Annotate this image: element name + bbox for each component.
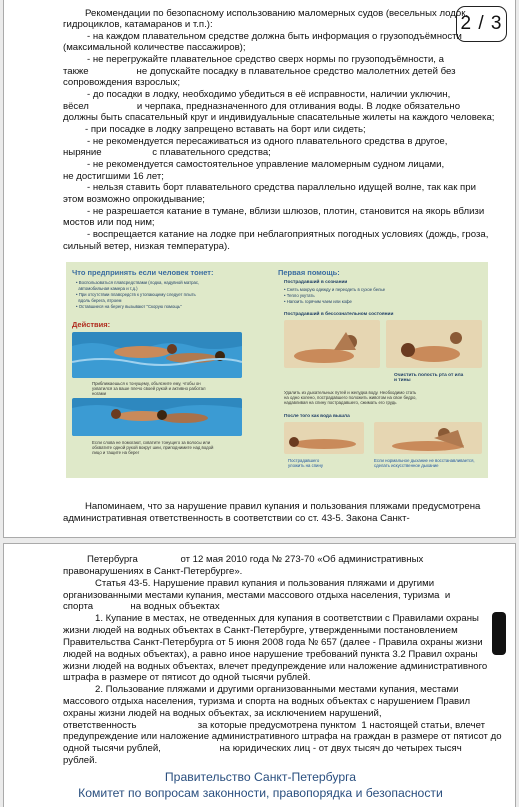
text-line: - не рекомендуется самостоятельное управление маломерным судном лицами, [87,159,445,170]
bullet-item: вдоль берега, втроем [76,298,122,303]
text-line: Напоминаем, что за нарушение правил купания и пользования пляжами предусмотрена [85,501,481,512]
unconscious-header: Пострадавший в бессознательном состоянии [284,312,394,317]
lying-patient-image [284,422,364,454]
after-water-header: После того как вода вышла [284,414,350,419]
text-line: - не перегружайте плавательное средство сверх нормы по грузоподъёмности, а [87,54,444,65]
bullet-item: • Снять мокрую одежду и переодеть в сухое белье [284,287,386,292]
text-line: сильный ветер, низкая температура). [63,241,230,252]
right-caption-4: Если нормальное дыхание не восстанавливается, сделать искусственное дыхание [374,458,475,468]
text-line: Правительства Санкт-Петербурга от 5 июня 2008 года № 657 (далее - Правила охраны жизни [63,637,483,648]
text-line: 2. Пользование пляжами и другими организованными местами купания, местами [95,684,459,695]
bullet-item: автомобильная камера и т.д.) [76,286,138,291]
kneeling-rescuer-image [284,320,380,368]
text-line: гидроциклов, катамаранов и т.п.): [63,19,213,30]
text-line: мостов или под ним; [63,217,155,228]
text-line: (максимальной количестве пассажиров); [63,42,246,53]
text-line: ответственность за которые предусмотрена пунктом 1 настоящей статьи, влечет [63,720,485,731]
left-caption-2: Если слова не помогают, схватите тонущего за волосы или обхватите одной рукой вокруг шеи, приподнимите над водой лицо и тащите на берег [92,440,214,455]
text-line: правонарушениях в Санкт-Петербурге». [63,566,243,577]
swimmers-image [72,332,242,378]
clear-mouth-image [386,320,482,368]
text-line: - нельзя ставить борт плавательного средства параллельно идущей волне, так как при [87,182,476,193]
footer-committee: Комитет по вопросам законности, правопорядка и безопасности [78,786,443,800]
text-line: Рекомендации по безопасному использованию маломерных судов (весельных лодок, [85,8,469,19]
bullet-item: • Напоить горячим чаем или кофе [284,299,352,304]
actions-label: Действия: [72,320,111,329]
text-line: административная ответственность в соответствии со ст. 43-5. Закона Санкт- [63,513,410,524]
text-line: Петербурга от 12 мая 2010 года № 273-70 «Об административных [87,554,424,565]
bullet-item: • При отсутствии плавсредств к утопающему следует плыть [76,292,196,297]
first-aid-illustration-3 [284,422,364,454]
conscious-header: Пострадавший в сознании [284,280,348,285]
text-line: Статья 43-5. Нарушение правил купания и пользования пляжами и другими [95,578,435,589]
scrollbar-thumb[interactable] [492,612,506,655]
text-line: - воспрещается катание на лодке при неблагоприятных погодных условиях (дождь, гроза, [87,229,489,240]
footer-government: Правительство Санкт-Петербурга [164,770,357,784]
text-line: предупреждение или наложение административного штрафа на граждан в размере от пятисот до [63,731,502,742]
text-line: жизни людей на водных объектах в Санкт-Петербурге, утвержденными постановлением [63,625,458,636]
text-line: массового отдыха населения, туризма и спорта на водных объектах с нарушением Правил [63,696,471,707]
right-caption-2: Удалить из дыхательных путей и желудка воду. Необходимо стать на одно колено, пострадавшего положить животом на свое бедро, надавливая на спину пострадавшего, сжимать его грудь [284,390,417,405]
text-line: этом возможно опрокидывание; [63,194,205,205]
text-line: - не разрешается катание в тумане, вблизи шлюзов, плотин, становится на якорь вблизи [87,206,485,217]
text-line: должны быть спасательный круг и индивидуальные спасательные жилеты на каждого человека; [63,112,495,123]
text-line: охраны жизни людей на водных объектах, за исключением нарушений, [63,708,382,719]
text-line: - при посадке в лодку запрещено вставать на борт или сидеть; [85,124,366,135]
text-line: штрафа в размере от пятисот до одной тысячи рублей. [63,672,311,683]
text-line: - не рекомендуется пересаживаться из одного плавательного средства в другое, [87,136,448,147]
text-line: - на каждом плавательном средстве должна быть информация о грузоподъёмности [87,31,462,42]
text-line: организованными местами купания, местами массового отдыха населения, туризма и [63,590,451,601]
infographic-left-title: Что предпринять если человек тонет: [72,268,214,277]
rescue-breathing-image [374,422,482,454]
text-line: - до посадки в лодку, необходимо убедиться в её исправности, наличии уключин, [87,89,451,100]
text-line: 1. Купание в местах, не отведенных для купания в соответствии с Правилами охраны [95,613,479,624]
right-caption-3: Пострадавшего уложить на спину [288,458,323,468]
bullet-item: • Оставшиеся на берегу вызывают "Скорую помощь" [76,304,182,309]
document-page-3 [3,543,516,807]
swimmer-illustration-2 [72,398,242,436]
drowning-help-infographic [66,262,488,478]
bullet-item: • Тепло укутать [284,293,315,298]
text-line: жизни людей на водных объектах, влечет предупреждение или наложение административного [63,661,488,672]
infographic-right-title: Первая помощь: [278,268,340,277]
bullet-item: • Воспользоваться плавсредствами (лодка, надувной матрас, [76,280,200,285]
text-line: одной тысячи рублей, на юридических лиц - от двух тысяч до четырех тысяч [63,743,462,754]
text-line: людей на водных объектах), а равно иное нарушение требований пункта 3.2 Правил охраны [63,649,478,660]
swimmer-illustration-1 [72,332,242,378]
text-line: вёсел и черпака, предназначенного для отливания воды. В лодке обязательно [63,101,461,112]
rescue-tow-image [72,398,242,436]
right-caption-1: Очистить полость рта от ила и тины [394,373,464,383]
text-line: рублей. [63,755,98,766]
document-page-2 [3,0,516,538]
text-line: не достигшими 16 лет; [63,171,164,182]
text-line: сопровождения взрослых; [63,77,181,88]
left-caption-1: Приближаешься к тонущему, объясните ему, чтобы он ухватился за ваше плечо своей рукой и активно работал ногами [92,381,206,396]
first-aid-illustration-2 [386,320,482,368]
text-line: спорта на водных объектах [63,601,220,612]
page-indicator: 2 / 3 [456,6,507,42]
first-aid-illustration-4 [374,422,482,454]
text-line: ныряние с плавательного средства; [63,147,271,158]
text-line: также не допускайте посадку в плавательное средство малолетних детей без [63,66,456,77]
first-aid-illustration-1 [284,320,380,368]
